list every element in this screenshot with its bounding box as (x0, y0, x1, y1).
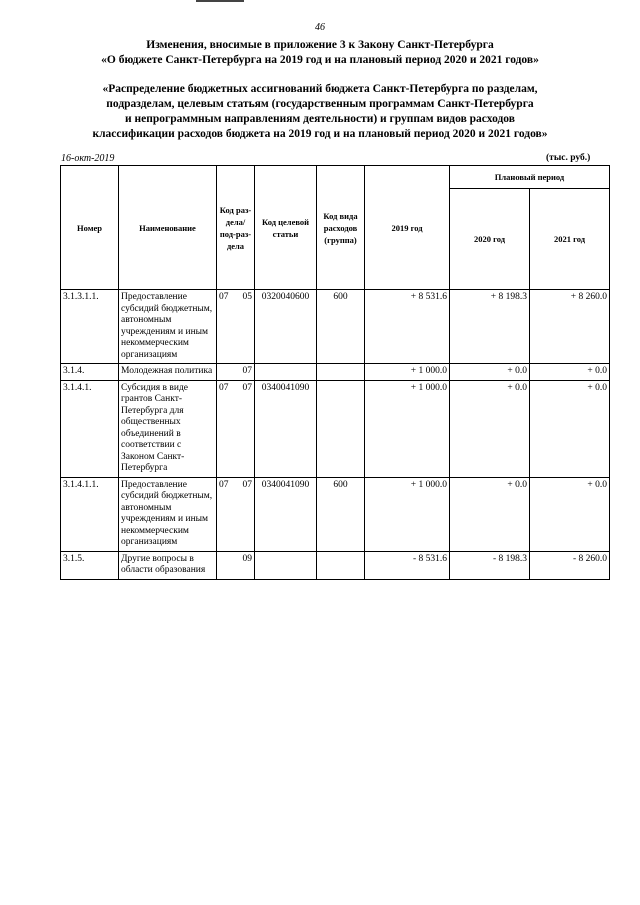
header-name: Наименование (119, 166, 217, 290)
row-target: 0340041090 (255, 477, 317, 551)
table-row (61, 477, 610, 551)
row-value-2019: + 8 531.6 (365, 290, 450, 364)
row-name: Молодежная политика (119, 364, 217, 381)
row-value-2021: + 0.0 (530, 477, 610, 551)
row-razdel (217, 477, 255, 551)
table-row (61, 290, 610, 364)
title-line-2: «О бюджете Санкт-Петербурга на 2019 год и на плановый период 2020 и 2021 годов» (101, 54, 539, 66)
document-title (20, 38, 620, 68)
subtitle-line-4: классификации расходов бюджета на 2019 год и на плановый период 2020 и 2021 годов» (92, 128, 548, 140)
row-value-2020: + 0.0 (450, 364, 530, 381)
subtitle-line-3: и непрограммным направлениям деятельности) и группам видов расходов (125, 113, 515, 125)
row-razdel-code: 07 (219, 479, 229, 490)
row-number: 3.1.4.1. (61, 380, 119, 477)
row-value-2021: + 8 260.0 (530, 290, 610, 364)
row-value-2020: + 0.0 (450, 477, 530, 551)
header-number: Номер (61, 166, 119, 290)
subtitle-line-2: подразделам, целевым статьям (государственным программам Санкт-Петербурга (106, 98, 534, 110)
row-value-2019: + 1 000.0 (365, 477, 450, 551)
header-planned-period: Плановый период (450, 166, 610, 189)
row-number: 3.1.4.1.1. (61, 477, 119, 551)
header-2019: 2019 год (365, 166, 450, 290)
subtitle-line-1: «Распределение бюджетных ассигнований бюджета Санкт-Петербурга по разделам, (102, 83, 538, 95)
row-name: Предоставление субсидий бюджетным, автономным учреждениям и иным некоммерческим организациям (119, 477, 217, 551)
row-value-2020: + 8 198.3 (450, 290, 530, 364)
row-vid (317, 551, 365, 579)
row-podrazdel-code: 07 (242, 479, 252, 490)
row-value-2021: + 0.0 (530, 380, 610, 477)
row-value-2020: - 8 198.3 (450, 551, 530, 579)
header-razdel: Код раз-дела/ под-раз-дела (217, 166, 255, 290)
row-vid (317, 364, 365, 381)
title-line-1: Изменения, вносимые в приложение 3 к Закону Санкт-Петербурга (146, 39, 494, 51)
row-name: Другие вопросы в области образования (119, 551, 217, 579)
top-rule (196, 0, 244, 2)
row-value-2019: + 1 000.0 (365, 364, 450, 381)
row-target (255, 551, 317, 579)
row-razdel (217, 380, 255, 477)
row-value-2021: - 8 260.0 (530, 551, 610, 579)
table-body (61, 290, 610, 580)
row-number: 3.1.3.1.1. (61, 290, 119, 364)
row-razdel-code: 07 (219, 292, 229, 302)
header-2020: 2020 год (450, 189, 530, 290)
row-podrazdel-code: 07 (242, 366, 252, 376)
table-row (61, 364, 610, 381)
unit-label: (тыс. руб.) (546, 153, 591, 163)
page-number: 46 (315, 22, 325, 33)
row-podrazdel-code: 05 (242, 292, 252, 302)
row-razdel-code: 07 (219, 382, 229, 393)
row-target: 0340041090 (255, 380, 317, 477)
row-podrazdel-code: 07 (242, 382, 252, 393)
table-row (61, 380, 610, 477)
row-razdel (217, 290, 255, 364)
row-number: 3.1.4. (61, 364, 119, 381)
row-vid: 600 (317, 477, 365, 551)
table-row (61, 551, 610, 579)
row-value-2019: - 8 531.6 (365, 551, 450, 579)
header-target: Код целевой статьи (255, 166, 317, 290)
row-podrazdel-code: 09 (242, 553, 252, 564)
row-value-2019: + 1 000.0 (365, 380, 450, 477)
header-vid: Код вида расходов (группа) (317, 166, 365, 290)
row-target: 0320040600 (255, 290, 317, 364)
budget-table (60, 165, 610, 580)
row-vid (317, 380, 365, 477)
row-value-2020: + 0.0 (450, 380, 530, 477)
row-razdel (217, 364, 255, 381)
row-name: Предоставление субсидий бюджетным, автономным учреждениям и иным некоммерческим организациям (119, 290, 217, 364)
header-2021: 2021 год (530, 189, 610, 290)
document-date: 16-окт-2019 (61, 153, 115, 164)
row-vid: 600 (317, 290, 365, 364)
row-name: Субсидия в виде грантов Санкт-Петербурга для общественных объединений в соответствии с Законом Санкт-Петербурга (119, 380, 217, 477)
row-target (255, 364, 317, 381)
row-razdel (217, 551, 255, 579)
table-subtitle (20, 82, 620, 142)
row-value-2021: + 0.0 (530, 364, 610, 381)
row-number: 3.1.5. (61, 551, 119, 579)
